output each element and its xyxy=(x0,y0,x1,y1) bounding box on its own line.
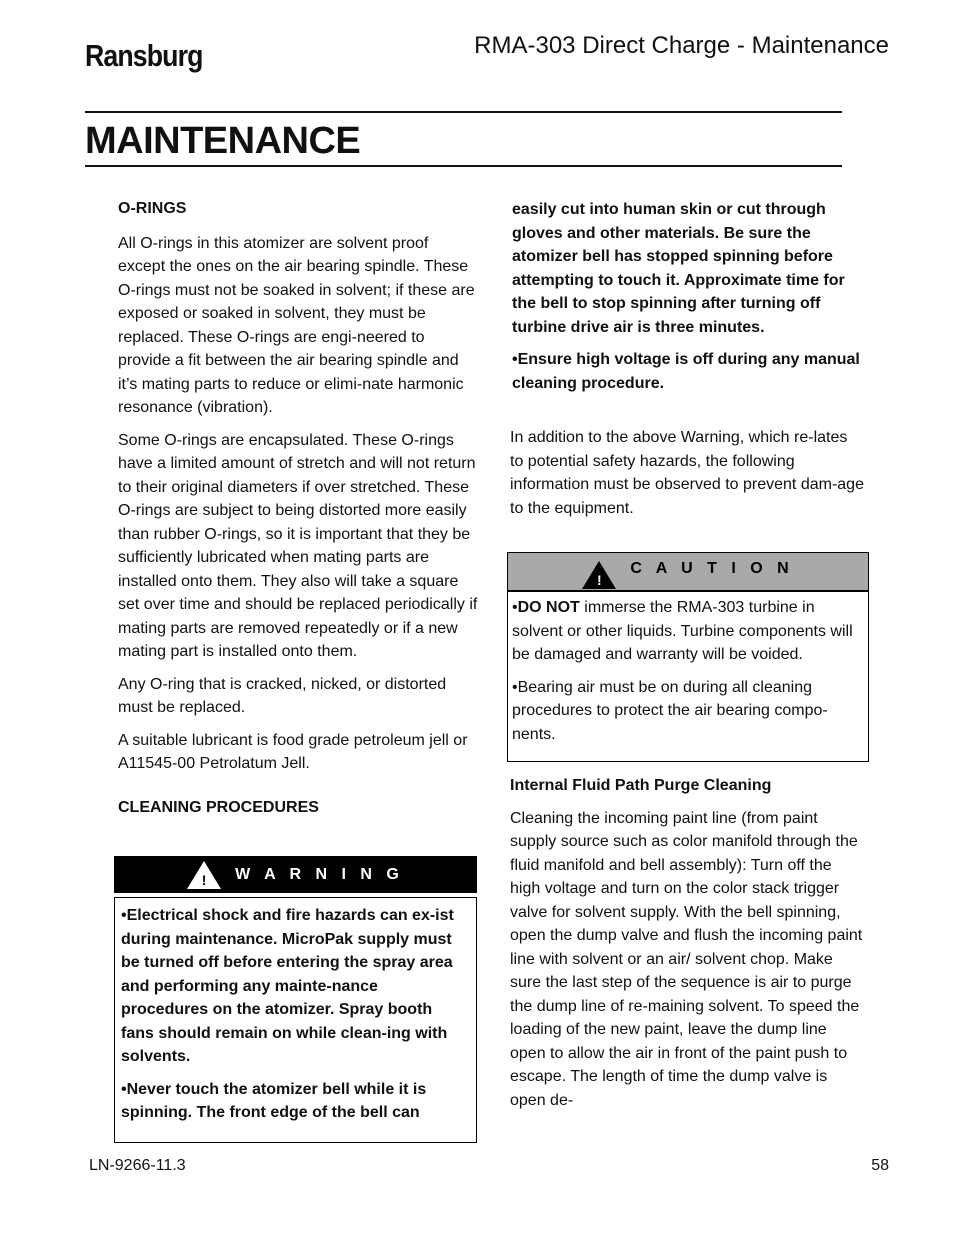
page-title: MAINTENANCE xyxy=(85,120,361,162)
page-number: 58 xyxy=(871,1157,889,1174)
orings-paragraph-3: Any O-ring that is cracked, nicked, or distorted must be replaced. xyxy=(118,675,447,716)
warning-bullet-2: •Never touch the atomizer bell while it is spinning. The front edge of the bell can xyxy=(121,1080,427,1121)
caution-box xyxy=(507,591,869,762)
warning-continued xyxy=(512,198,867,404)
intro-paragraph: In addition to the above Warning, which re-lates to potential safety hazards, the following information must be observed to prevent dam-age to the equipment. xyxy=(510,429,864,517)
left-column xyxy=(118,197,478,828)
caution-bar xyxy=(507,552,869,591)
document-title: RMA-303 Direct Charge - Maintenance xyxy=(474,32,889,59)
warning-box xyxy=(114,897,477,1143)
orings-paragraph-2: Some O-rings are encapsulated. These O-rings have a limited amount of stretch and will not return to their original diameters if over stretched. These O-rings are subject to being distorted more easily than rubber O-rings, so it is important that they be sufficiently lubricated when mating parts are installed onto them. They also will take a square set over time and should be replaced periodically if mating parts are removed repeatedly or if a new mating part is installed onto them. xyxy=(118,431,478,660)
purge-paragraph: Cleaning the incoming paint line (from paint supply source such as color manifold through the fluid manifold and bell assembly): Turn off the high voltage and turn on the color stack trigger valve for solvent supply. With the bell spinning, open the dump valve and flush the incoming paint line with solvent or an air/ solvent chop. Make sure the last step of the sequence is air to purge the dump line of re-maining solvent. To speed the loading of the new paint, leave the dump line open to allow the air in front of the paint push to escape. The length of time the dump valve is open de- xyxy=(510,809,863,1109)
warning-bullet-3: •Ensure high voltage is off during any manual cleaning procedure. xyxy=(512,351,860,392)
warning-bar xyxy=(114,856,477,893)
caution-label: C A U T I O N xyxy=(630,559,794,577)
orings-heading: O-RINGS xyxy=(118,200,187,217)
orings-paragraph-1: All O-rings in this atomizer are solvent proof except the ones on the air bearing spindle. These O-rings must not be soaked in solvent; if these are exposed or soaked in solvent, they must be replaced. These O-rings are engi-neered to provide a fit between the air bearing spindle and it’s mating parts to reduce or elimi-nate harmonic resonance (vibration). xyxy=(118,234,475,416)
top-rule xyxy=(85,111,842,113)
caution-bullet-2: •Bearing air must be on during all cleaning procedures to protect the air bearing compo-nents. xyxy=(512,678,828,743)
warning-continued-text: easily cut into human skin or cut through gloves and other materials. Be sure the atomizer bell has stopped spinning before attempting to touch it. Approximate time for the bell to stop spinning after turning off turbine drive air is three minutes. xyxy=(512,201,845,336)
purge-section xyxy=(510,774,865,1121)
brand-logo: Ransburg xyxy=(85,38,203,73)
caution-bullet-1: •DO NOT immerse the RMA-303 turbine in solvent or other liquids. Turbine components will be damaged and warranty will be voided. xyxy=(512,599,853,663)
purge-heading: Internal Fluid Path Purge Cleaning xyxy=(510,777,772,794)
title-rule xyxy=(85,165,842,167)
warning-icon: ! xyxy=(187,861,221,889)
doc-number: LN-9266-11.3 xyxy=(89,1157,186,1174)
cleaning-heading: CLEANING PROCEDURES xyxy=(118,798,319,816)
warning-label: W A R N I N G xyxy=(235,865,404,883)
caution-icon: ! xyxy=(582,561,616,589)
warning-bullet-1: •Electrical shock and fire hazards can ex-ist during maintenance. MicroPak supply must be turned off before entering the spray area and performing any mainte-nance procedures on the atomizer. Spray booth fans should remain on while clean-ing with solvents. xyxy=(121,907,454,1065)
orings-paragraph-4: A suitable lubricant is food grade petroleum jell or A11545-00 Petrolatum Jell. xyxy=(118,731,468,772)
